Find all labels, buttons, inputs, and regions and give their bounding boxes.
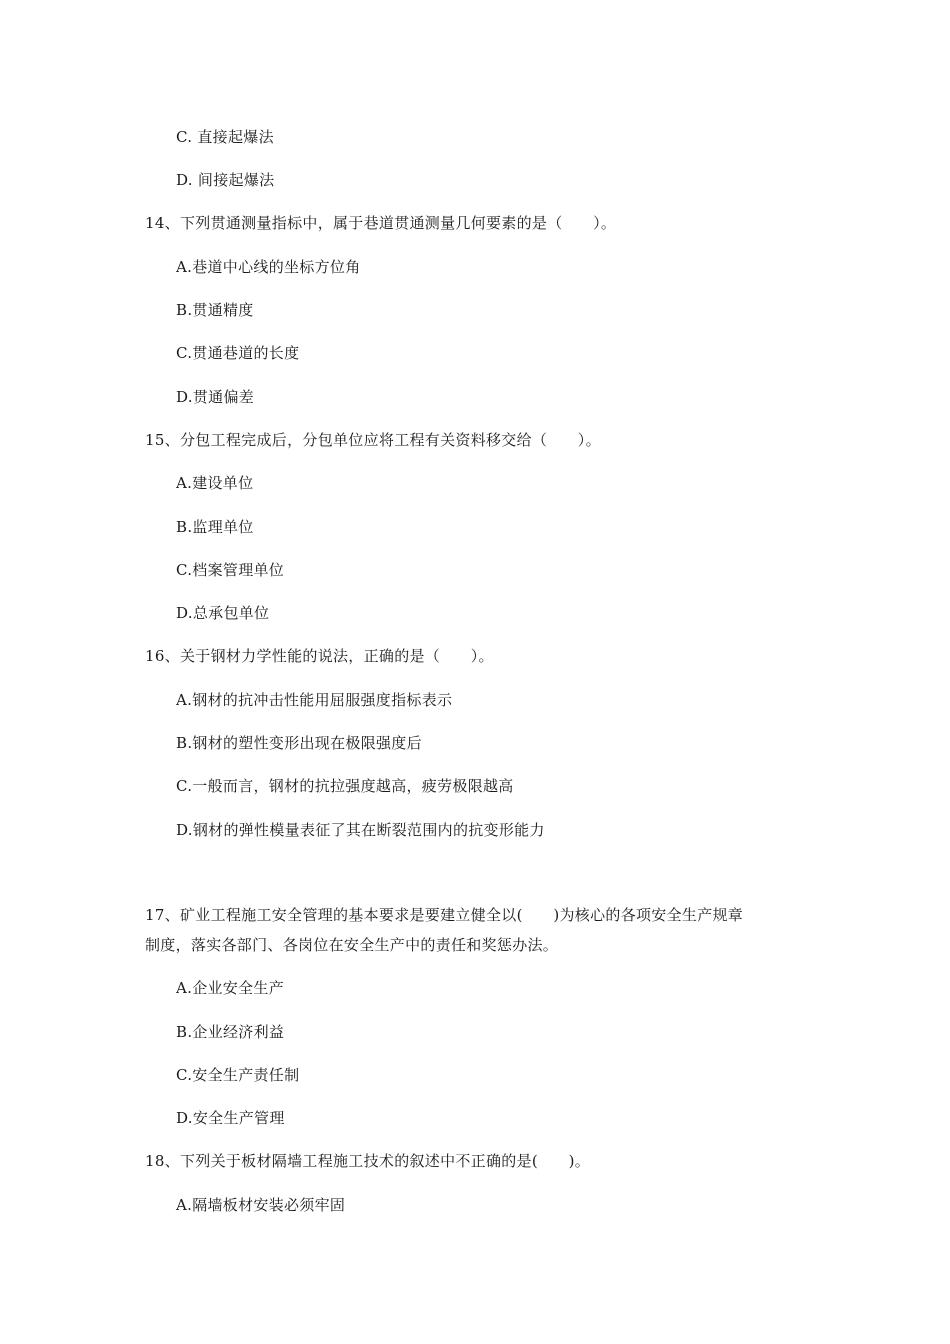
question-17-option-b: B.企业经济利益 (176, 1023, 285, 1041)
question-15-option-c: C.档案管理单位 (176, 561, 285, 579)
question-16-option-a: A.钢材的抗冲击性能用屈服强度指标表示 (176, 691, 453, 709)
question-15-option-b: B.监理单位 (176, 518, 254, 536)
question-16-option-d: D.钢材的弹性模量表征了其在断裂范围内的抗变形能力 (176, 821, 545, 839)
question-17-option-a: A.企业安全生产 (176, 979, 285, 997)
question-14-option-d: D.贯通偏差 (176, 388, 255, 406)
question-15-option-a: A.建设单位 (176, 474, 254, 492)
question-14-option-b: B.贯通精度 (176, 301, 254, 319)
question-16-stem: 16、关于钢材力学性能的说法，正确的是（ ）。 (145, 647, 494, 665)
question-16-option-b: B.钢材的塑性变形出现在极限强度后 (176, 734, 422, 752)
option-c-q13: C. 直接起爆法 (176, 128, 274, 146)
question-18-option-a: A.隔墙板材安装必须牢固 (176, 1196, 346, 1214)
question-15-stem: 15、分包工程完成后，分包单位应将工程有关资料移交给（ ）。 (145, 431, 601, 449)
question-14-option-c: C.贯通巷道的长度 (176, 344, 300, 362)
question-17-option-d: D.安全生产管理 (176, 1109, 285, 1127)
question-17-option-c: C.安全生产责任制 (176, 1066, 300, 1084)
question-14-option-a: A.巷道中心线的坐标方位角 (176, 258, 361, 276)
question-17-stem-line2: 制度，落实各部门、各岗位在安全生产中的责任和奖惩办法。 (145, 936, 559, 954)
question-16-option-c: C.一般而言，钢材的抗拉强度越高，疲劳极限越高 (176, 777, 514, 795)
option-d-q13: D. 间接起爆法 (176, 171, 275, 189)
question-15-option-d: D.总承包单位 (176, 604, 270, 622)
question-17-stem-line1: 17、矿业工程施工安全管理的基本要求是要建立健全以( )为核心的各项安全生产规章 (145, 906, 744, 924)
question-14-stem: 14、下列贯通测量指标中，属于巷道贯通测量几何要素的是（ ）。 (145, 214, 617, 232)
question-18-stem: 18、下列关于板材隔墙工程施工技术的叙述中不正确的是( )。 (145, 1152, 591, 1170)
